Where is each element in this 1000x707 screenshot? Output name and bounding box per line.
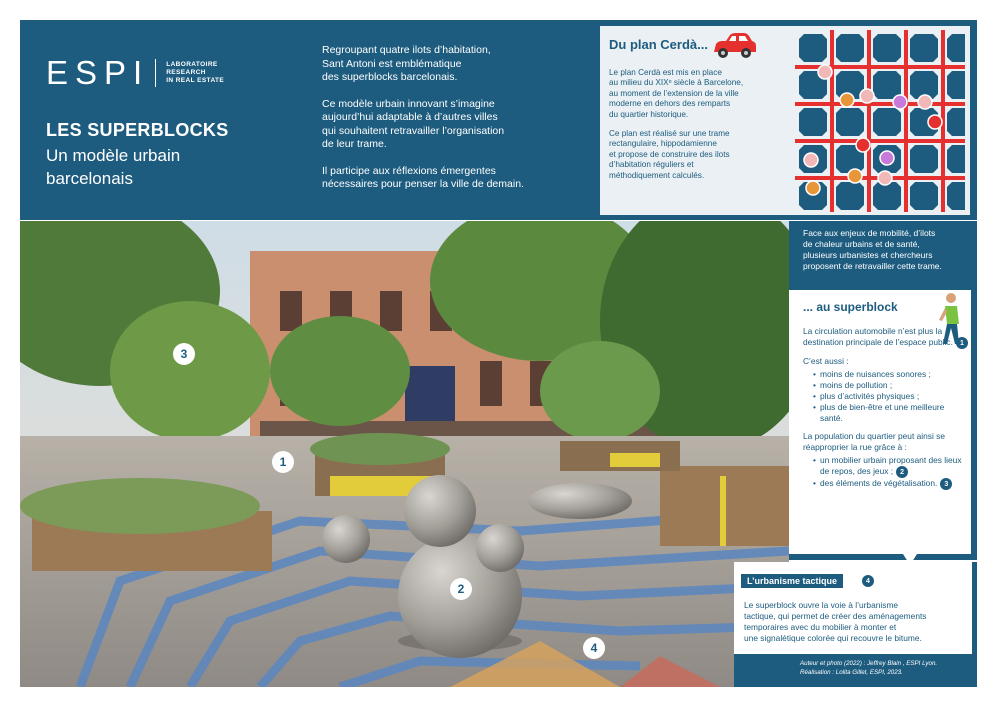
brand (46, 54, 224, 92)
list-item: • des éléments de végétalisation. 3 (813, 478, 969, 490)
side-intro: Face aux enjeux de mobilité, d’ilots de chaleur urbains et de santé, plusieurs urbanistes et chercheurs proposent de retravailler cette trame. (789, 221, 977, 290)
cerda-title: Du plan Cerdà... (609, 37, 708, 52)
list-item: • plus de bien-être et une meilleure santé. (813, 402, 969, 424)
photo-marker-1: 1 (272, 451, 294, 473)
tactical-urbanism-panel (734, 562, 977, 687)
superblock-body (803, 326, 969, 497)
poster-title (46, 120, 306, 190)
intro-text (322, 44, 582, 205)
superblock-card (789, 290, 971, 554)
ref-badge-4: 4 (862, 575, 874, 587)
tactical-text: Le superblock ouvre la voie à l’urbanisme tactique, qui permet de créer des aménagements temporaires avec du mobilier à monter et une signalétique colorée qui recouvre le bitume. (744, 600, 927, 643)
cerda-grid-map (795, 30, 965, 212)
tactical-label: L’urbanisme tactique (741, 574, 843, 588)
intro-paragraph: Il participe aux réflexions émergentes nécessaires pour penser la ville de demain. (322, 164, 524, 190)
photo-marker-4: 4 (583, 637, 605, 659)
ref-badge-3: 3 (940, 478, 952, 490)
car-icon (710, 30, 758, 62)
street-photo (20, 221, 789, 687)
ref-badge-2: 2 (896, 466, 908, 478)
photo-marker-2: 2 (450, 578, 472, 600)
list-item: • moins de pollution ; (813, 380, 969, 391)
espi-logo: ESPI (46, 54, 150, 91)
ref-badge-1: 1 (956, 337, 968, 349)
brand-tagline: LABORATOIRE RESEARCH IN REAL ESTATE (166, 61, 225, 84)
intro-paragraph: Regroupant quatre ilots d’habitation, Sant Antoni est emblématique des superblocks barcelonais. (322, 44, 491, 83)
logo-divider (155, 59, 156, 87)
tactical-card (734, 562, 972, 654)
photo-marker-3: 3 (173, 343, 195, 365)
list-item: • un mobilier urbain proposant des lieux de repos, des jeux ; 2 (813, 455, 969, 478)
sb-paragraph: La population du quartier peut ainsi se réapproprier la rue grâce à : (803, 431, 946, 452)
list-item: • moins de nuisances sonores ; (813, 369, 969, 380)
cerda-text: Le plan Cerdà est mis en place au milieu du XIXᵉ siècle à Barcelone, au moment de l’extension de la ville moderne en dehors des remparts du quartier historique. Ce plan est réalisé sur une trame rectangulaire, hippodamienne et propose de construire des ilots d’habitation réguliers et méthodiquement calculés. (609, 68, 744, 180)
reappropriation-list (803, 455, 969, 490)
sb-paragraph: La circulation automobile n’est plus la destination principale de l’espace public. 1 (803, 326, 969, 349)
credits: Auteur et photo (2022) : Jeffrey Blain , ESPI Lyon. Réalisation : Lolita Gillet, ESPI, 2023. (800, 660, 938, 676)
intro-paragraph: Ce modèle urbain innovant s’imagine aujourd’hui adaptable à d’autres villes qui souhaitent retravailler l’organisation de leur trame. (322, 97, 505, 150)
page-subtitle: Un modèle urbain barcelonais (46, 146, 181, 188)
list-item: • plus d’activités physiques ; (813, 391, 969, 402)
page-title: LES SUPERBLOCKS (46, 120, 229, 140)
benefits-list (803, 369, 969, 424)
superblock-photo-illustration (20, 221, 789, 687)
cerda-plan-panel (600, 26, 970, 215)
sb-paragraph: C’est aussi : (803, 356, 849, 366)
superblock-panel (789, 290, 977, 560)
superblock-title: ... au superblock (803, 300, 898, 314)
